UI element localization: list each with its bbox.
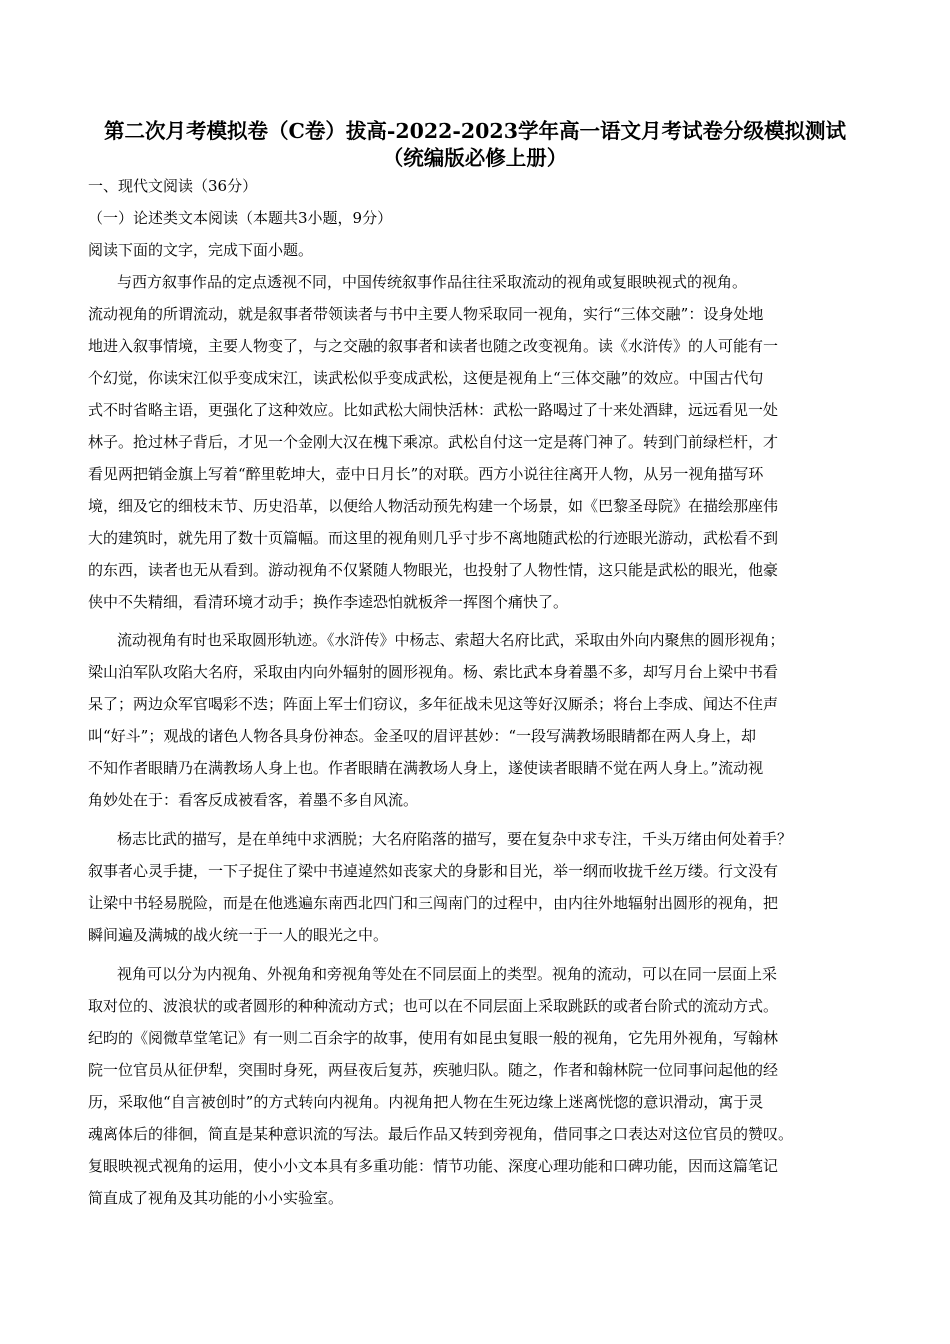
paragraph-4-line-7: 复眼映视式视角的运用，使小小文本具有多重功能：情节功能、深度心理功能和口碑功能，因而这篇笔记 <box>88 1157 779 1175</box>
document-title-line1: 第二次月考模拟卷（C卷）拔高-2022-2023学年高一语文月考试卷分级模拟测试 <box>104 119 846 143</box>
paragraph-2-line-5: 不知作者眼睛乃在满教场人身上也。作者眼睛在满教场人身上，遂使读者眼睛不觉在两人身上。”流动视 <box>88 759 764 777</box>
paragraph-1-line-9: 大的建筑时，就先用了数十页篇幅。而这里的视角则几乎寸步不离地随武松的行迹眼光游动，武松看不到 <box>88 529 779 547</box>
paragraph-1-line-5: 式不时省略主语，更强化了这种效应。比如武松大闹快活林：武松一路喝过了十来处酒肆，远远看见一处 <box>88 401 779 419</box>
section-heading: 一、现代文阅读（36分） <box>88 177 258 195</box>
paragraph-4-line-8: 简直成了视角及其功能的小小实验室。 <box>88 1189 344 1207</box>
paragraph-2-line-2: 梁山泊军队攻陷大名府，采取由内向外辐射的圆形视角。杨、索比武本身着墨不多，却写月台上梁中书看 <box>88 663 779 681</box>
paragraph-4-line-3: 纪昀的《阅微草堂笔记》有一则二百余字的故事，使用有如昆虫复眼一般的视角，它先用外视角，写翰林 <box>88 1029 779 1047</box>
paragraph-1-line-1: 与西方叙事作品的定点透视不同，中国传统叙事作品往往采取流动的视角或复眼映视式的视角。 <box>117 273 748 291</box>
document-title-line2: （统编版必修上册） <box>382 146 568 170</box>
paragraph-1-line-11: 侠中不失精细，看清环境才动手；换作李逵恐怕就板斧一挥图个痛快了。 <box>88 593 569 611</box>
paragraph-1-line-6: 林子。抢过林子背后，才见一个金刚大汉在槐下乘凉。武松自付这一定是蒋门神了。转到门前绿栏杆，才 <box>88 433 779 451</box>
paragraph-2-line-1: 流动视角有时也采取圆形轨迹。《水浒传》中杨志、索超大名府比武，采取由外向内聚焦的圆形视角； <box>117 631 785 649</box>
paragraph-1-line-2: 流动视角的所谓流动，就是叙事者带领读者与书中主要人物采取同一视角，实行“三体交融”：设身处地 <box>88 305 764 323</box>
paragraph-3-line-2: 叙事者心灵手捷，一下子捉住了梁中书逴逴然如丧家犬的身影和目光，举一纲而收拢千丝万缕。行文没有 <box>88 862 779 880</box>
paragraph-4-line-5: 历，采取他“自言被创时”的方式转向内视角。内视角把人物在生死边缘上迷离恍惚的意识滑动，寓于灵 <box>88 1093 764 1111</box>
paragraph-1-line-4: 个幻觉，你读宋江似乎变成宋江，读武松似乎变成武松，这便是视角上“三体交融”的效应。中国古代句 <box>88 369 764 387</box>
paragraph-1-line-10: 的东西，读者也无从看到。游动视角不仅紧随人物眼光，也投射了人物性情，这只能是武松的眼光，他豪 <box>88 561 779 579</box>
paragraph-1-line-3: 地进入叙事情境，主要人物变了，与之交融的叙事者和读者也随之改变视角。读《水浒传》的人可能有一 <box>88 337 779 355</box>
paragraph-3-line-1: 杨志比武的描写，是在单纯中求洒脱；大名府陷落的描写，要在复杂中求专注，千头万绪由何处着手？ <box>117 830 793 848</box>
paragraph-2-line-6: 角妙处在于：看客反成被看客，着墨不多自风流。 <box>88 791 419 809</box>
paragraph-3-line-4: 瞬间遍及满城的战火统一于一人的眼光之中。 <box>88 926 389 944</box>
paragraph-3-line-3: 让梁中书轻易脱险，而是在他逃遍东南西北四门和三闯南门的过程中，由内往外地辐射出圆形的视角，把 <box>88 894 779 912</box>
paragraph-2-line-3: 呆了；两边众军官喝彩不迭；阵面上军士们窃议，多年征战未见这等好汉厮杀；将台上李成、闻达不住声 <box>88 695 779 713</box>
paragraph-1-line-7: 看见两把销金旗上写着“醉里乾坤大，壶中日月长”的对联。西方小说往往离开人物，从另一视角描写环 <box>88 465 764 483</box>
paragraph-4-line-1: 视角可以分为内视角、外视角和旁视角等处在不同层面上的类型。视角的流动，可以在同一层面上采 <box>117 965 778 983</box>
reading-instruction: 阅读下面的文字，完成下面小题。 <box>88 241 314 259</box>
subsection-heading: （一）论述类文本阅读（本题共3小题，9分） <box>88 209 393 227</box>
paragraph-4-line-6: 魂离体后的徘徊，简直是某种意识流的写法。最后作品又转到旁视角，借同事之口表达对这位官员的赞叹。 <box>88 1125 794 1143</box>
paragraph-4-line-4: 院一位官员从征伊犁，突围时身死，两昼夜后复苏，疾驰归队。随之，作者和翰林院一位同事问起他的经 <box>88 1061 779 1079</box>
paragraph-4-line-2: 取对位的、波浪状的或者圆形的种种流动方式；也可以在不同层面上采取跳跃的或者台阶式的流动方式。 <box>88 997 779 1015</box>
paragraph-2-line-4: 叫“好斗”；观战的诸色人物各具身份神态。金圣叹的眉评甚妙：“一段写满教场眼睛都在两人身上，却 <box>88 727 757 745</box>
paragraph-1-line-8: 境，细及它的细枝末节、历史沿革，以便给人物活动预先构建一个场景，如《巴黎圣母院》在描绘那座伟 <box>88 497 779 515</box>
